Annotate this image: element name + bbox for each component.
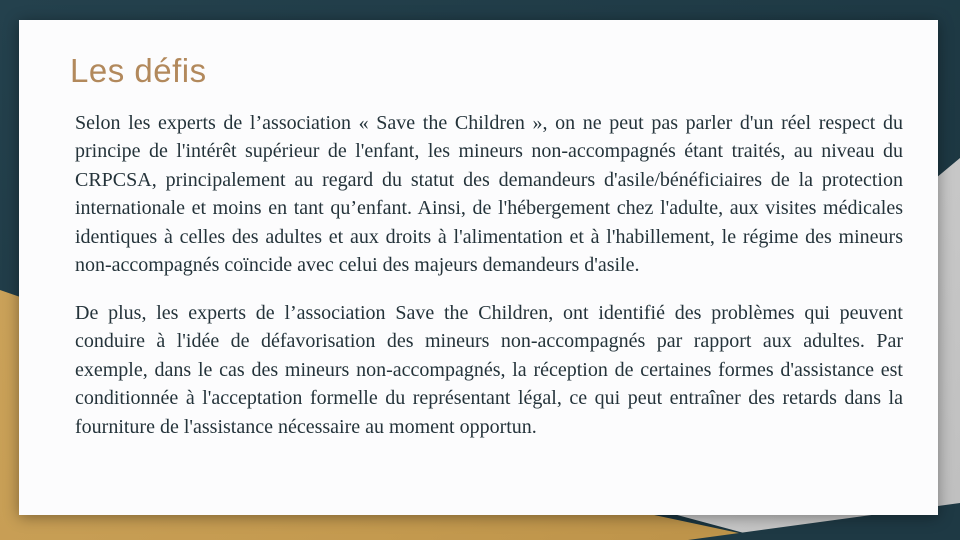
slide-content-panel: [19, 20, 938, 515]
body-paragraph-1: Selon les experts de l’association « Save the Children », on ne peut pas parler d'un réel respect du principe de l'intérêt supérieur de l'enfant, les mineurs non-accompagnés étant traités, au niveau du CRPCSA, principalement au regard du statut des demandeurs d'asile/bénéficiaires de la protection internationale et moins en tant qu’enfant. Ainsi, de l'hébergement chez l'adulte, aux visites médicales identiques à celles des adultes et aux droits à l'alimentation et à l'habillement, le régime des mineurs non-accompagnés coïncide avec celui des majeurs demandeurs d'asile.: [75, 111, 903, 277]
slide-title: Les défis: [70, 52, 207, 89]
slide-body: [70, 109, 903, 442]
body-paragraph-2: De plus, les experts de l’association Save the Children, ont identifié des problèmes qui peuvent conduire à l'idée de défavorisation des mineurs non-accompagnés par rapport aux adultes. Par exemple, dans le cas des mineurs non-accompagnés, la réception de certaines formes d'assistance est conditionnée à l'acceptation formelle du représentant légal, ce qui peut entraîner des retards dans la fourniture de l'assistance nécessaire au moment opportun.: [75, 301, 903, 438]
